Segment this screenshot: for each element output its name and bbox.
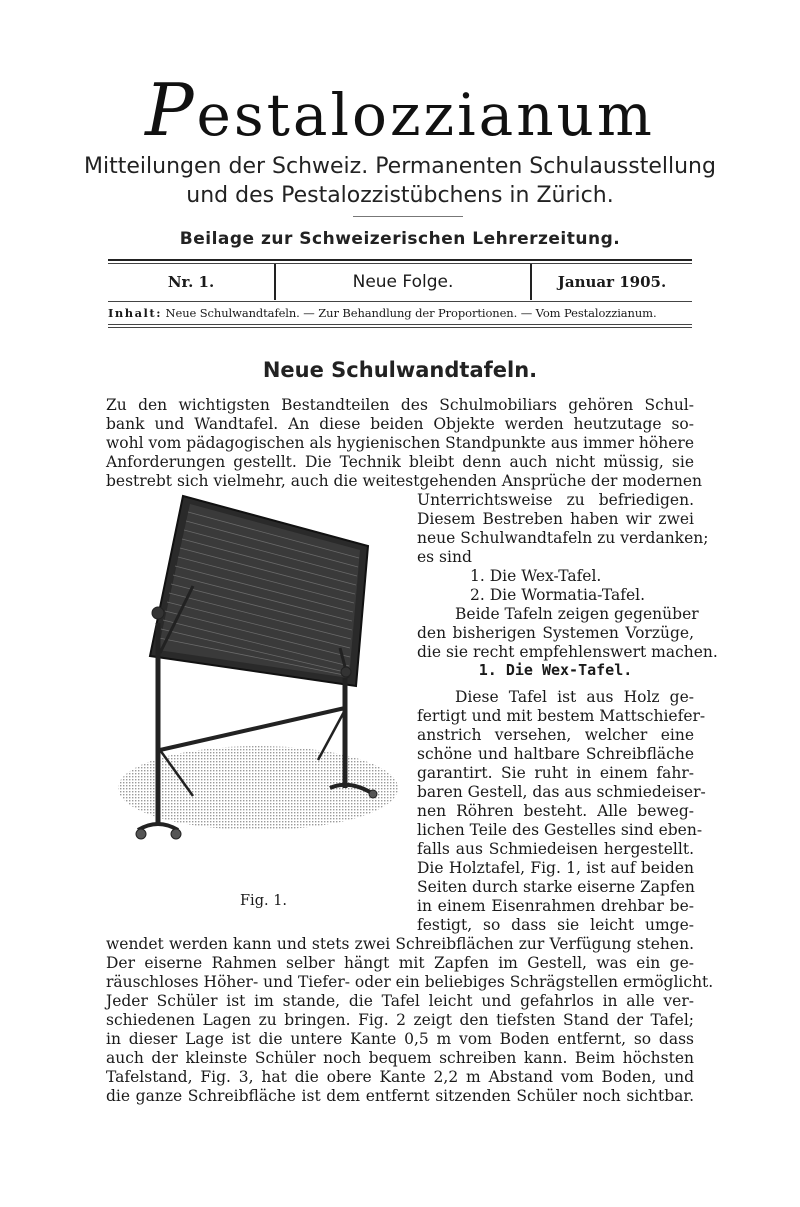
board-panel bbox=[150, 496, 368, 686]
body-line: schiedenen Lagen zu bringen. Fig. 2 zeigt den tiefsten Stand der Tafel; bbox=[106, 1011, 694, 1029]
body-line: bank und Wandtafel. An diese beiden Objekte werden heutzutage so- bbox=[106, 415, 694, 433]
body-line: Jeder Schüler ist im stande, die Tafel leicht und gefahrlos in alle ver- bbox=[106, 992, 694, 1010]
body-line: Zu den wichtigsten Bestandteilen des Schulmobiliars gehören Schul- bbox=[106, 396, 694, 414]
body-line: Tafelstand, Fig. 3, hat die obere Kante 2,2 m Abstand vom Boden, und bbox=[106, 1068, 694, 1086]
body-line: wohl vom pädagogischen als hygienischen Standpunkte aus immer höhere bbox=[106, 434, 694, 452]
body-line: die sie recht empfehlenswert machen. bbox=[417, 643, 718, 661]
body-line: in dieser Lage ist die untere Kante 0,5 m vom Boden entfernt, so dass bbox=[106, 1030, 694, 1048]
masthead-title-initial: P bbox=[145, 68, 197, 152]
body-line: fertigt und mit bestem Mattschiefer- bbox=[417, 707, 706, 725]
body-line: festigt, so dass sie leicht umge- bbox=[417, 916, 694, 934]
body-line: Anforderungen gestellt. Die Technik bleibt denn auch nicht müssig, sie bbox=[106, 453, 694, 471]
masthead-title bbox=[0, 68, 800, 152]
section-heading: 1. Die Wex-Tafel. bbox=[478, 661, 633, 679]
body-line: wendet werden kann und stets zwei Schreibflächen zur Verfügung stehen. bbox=[106, 935, 694, 953]
body-line: Beide Tafeln zeigen gegenüber bbox=[455, 605, 699, 623]
body-line: es sind bbox=[417, 548, 472, 566]
blackboard-illustration bbox=[108, 488, 408, 888]
body-line: Diese Tafel ist aus Holz ge- bbox=[455, 688, 694, 706]
body-line: die ganze Schreibfläche ist dem entfernt sitzenden Schüler noch sichtbar. bbox=[106, 1087, 694, 1105]
masthead-subtitle-line2: und des Pestalozzistübchens in Zürich. bbox=[186, 183, 614, 208]
supplement-note: Beilage zur Schweizerischen Lehrerzeitung. bbox=[179, 229, 621, 249]
masthead-title-rest: estalozzianum bbox=[196, 81, 655, 149]
body-line: Diesem Bestreben haben wir zwei bbox=[417, 510, 694, 528]
body-line: garantirt. Sie ruht in einem fahr- bbox=[417, 764, 694, 782]
body-line: anstrich versehen, welcher eine bbox=[417, 726, 694, 744]
body-line: nen Röhren besteht. Alle beweg- bbox=[417, 802, 694, 820]
body-line: lichen Teile des Gestelles sind eben- bbox=[417, 821, 703, 839]
list-item: 2. Die Wormatia-Tafel. bbox=[470, 586, 646, 604]
issue-series: Neue Folge. bbox=[274, 264, 532, 300]
masthead-subtitle-line1: Mitteilungen der Schweiz. Permanenten Schulausstellung bbox=[84, 154, 716, 179]
body-line: schöne und haltbare Schreibfläche bbox=[417, 745, 694, 763]
body-line: baren Gestell, das aus schmiedeiser- bbox=[417, 783, 706, 801]
body-line: Unterrichtsweise zu befriedigen. bbox=[417, 491, 694, 509]
body-line: neue Schulwandtafeln zu verdanken; bbox=[417, 529, 709, 547]
body-line: in einem Eisenrahmen drehbar be- bbox=[417, 897, 694, 915]
body-line: räuschloses Höher- und Tiefer- oder ein beliebiges Schrägstellen ermöglicht. bbox=[106, 973, 714, 991]
contents-label: Inhalt: bbox=[108, 306, 162, 320]
contents-text: Neue Schulwandtafeln. — Zur Behandlung der Proportionen. — Vom Pestalozzianum. bbox=[165, 306, 657, 320]
body-line: auch der kleinste Schüler noch bequem schreiben kann. Beim höchsten bbox=[106, 1049, 694, 1067]
issue-number: Nr. 1. bbox=[167, 273, 215, 291]
header-rule-top bbox=[108, 259, 692, 261]
body-line: Die Holztafel, Fig. 1, ist auf beiden bbox=[417, 859, 694, 877]
issue-date: Januar 1905. bbox=[557, 273, 667, 291]
article-title: Neue Schulwandtafeln. bbox=[262, 358, 538, 382]
body-line: falls aus Schmiedeisen hergestellt. bbox=[417, 840, 694, 858]
body-line: den bisherigen Systemen Vorzüge, bbox=[417, 624, 694, 642]
body-line: Seiten durch starke eiserne Zapfen bbox=[417, 878, 695, 896]
table-of-contents bbox=[108, 306, 692, 320]
masthead-divider bbox=[353, 216, 463, 217]
body-line: bestrebt sich vielmehr, auch die weitestgehenden Ansprüche der modernen bbox=[106, 472, 703, 490]
body-line: Der eiserne Rahmen selber hängt mit Zapfen im Gestell, was ein ge- bbox=[106, 954, 694, 972]
figure-caption: Fig. 1. bbox=[240, 893, 288, 909]
list-item: 1. Die Wex-Tafel. bbox=[470, 567, 602, 585]
contents-rule-double bbox=[108, 327, 692, 328]
issue-bar-rule bbox=[108, 301, 692, 302]
contents-rule bbox=[108, 324, 692, 325]
issue-bar bbox=[108, 264, 692, 300]
